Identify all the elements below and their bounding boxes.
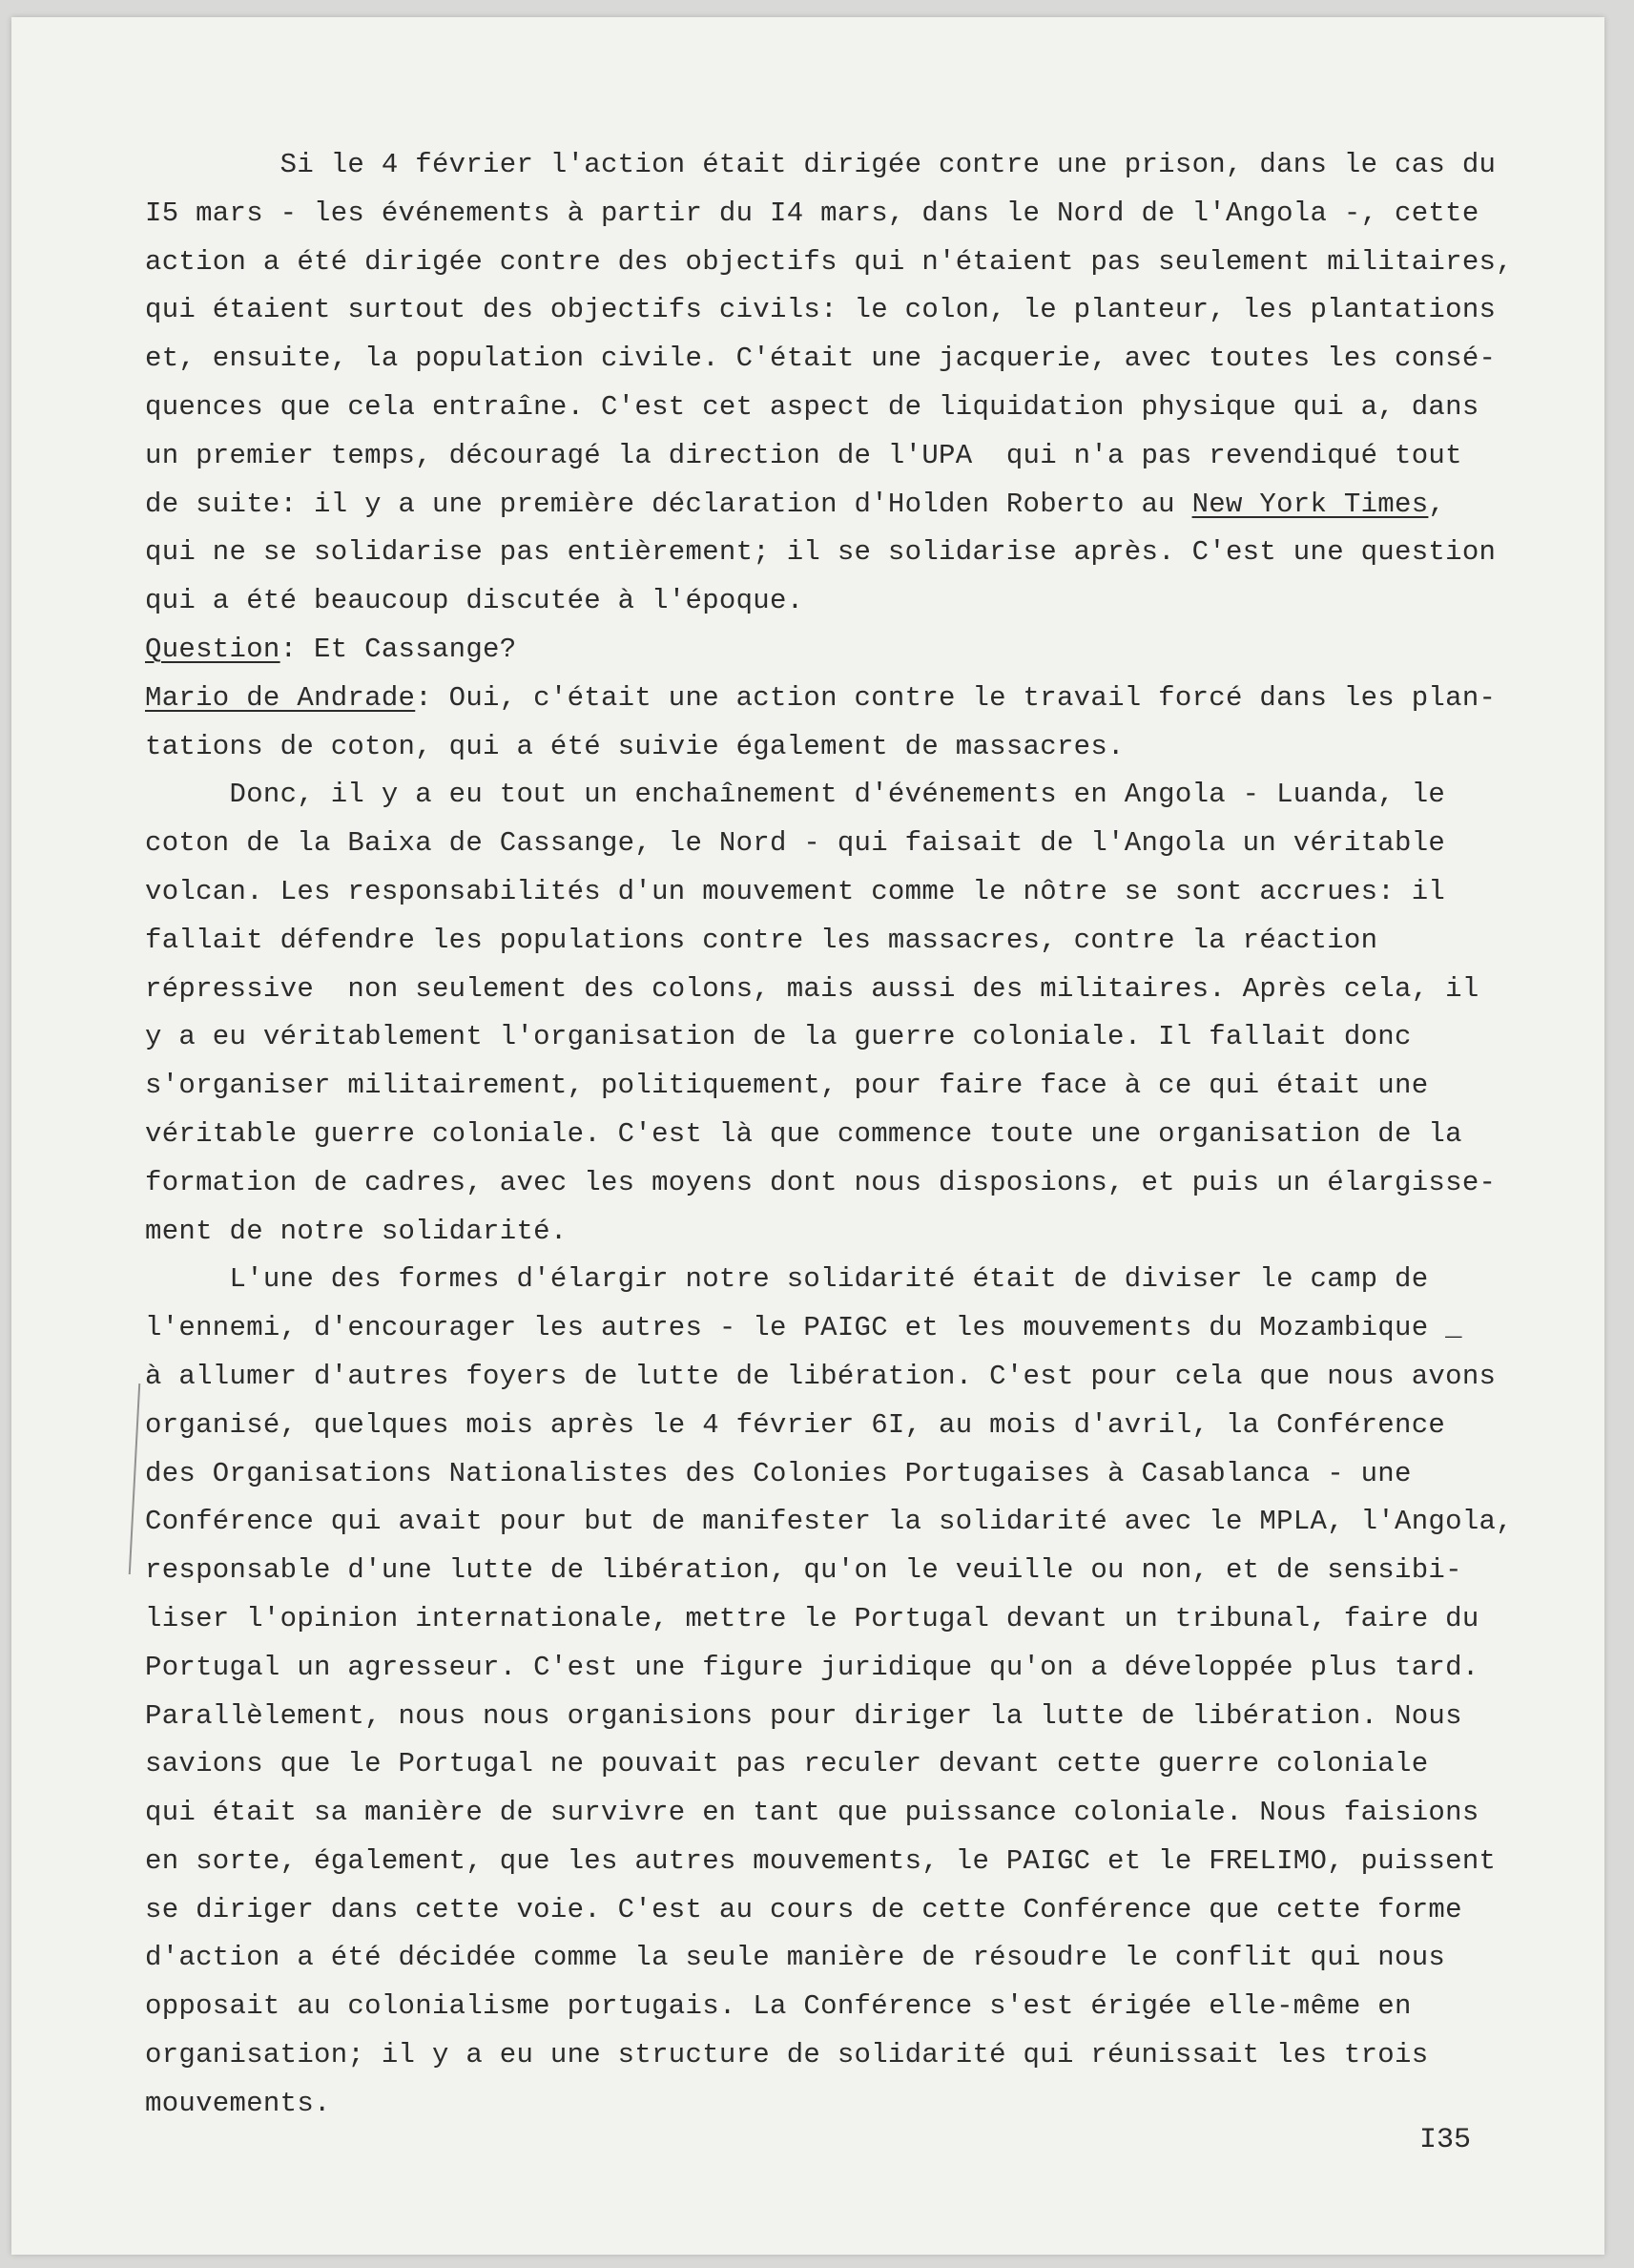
text-line: qui était sa manière de survivre en tant que puissance coloniale. Nous faisions [145, 1797, 1479, 1829]
text-line: répressive non seulement des colons, mais aussi des militaires. Après cela, il [145, 972, 1479, 1005]
underlined-text: Question [145, 633, 280, 665]
text-line: organisé, quelques mois après le 4 février 6I, au mois d'avril, la Conférence [145, 1408, 1446, 1441]
text-line [145, 481, 1528, 530]
text-line: L'une des formes d'élargir notre solidarité était de diviser le camp de [145, 1263, 1429, 1296]
text-line: organisation; il y a eu une structure de solidarité qui réunissait les trois [145, 2039, 1429, 2071]
line-text-before: de suite: il y a une première déclaration d'Holden Roberto au [145, 488, 1192, 520]
margin-pencil-mark [129, 1384, 143, 1574]
text-line: Parallèlement, nous nous organisions pour diriger la lutte de libération. Nous [145, 1699, 1462, 1732]
underlined-text: New York Times [1191, 488, 1429, 520]
text-line: se diriger dans cette voie. C'est au cours de cette Conférence que cette forme [145, 1893, 1462, 1925]
text-line: Donc, il y a eu tout un enchaînement d'événements en Angola - Luanda, le [145, 779, 1446, 811]
line-text-after: : Oui, c'était une action contre le travail forcé dans les plan- [415, 681, 1497, 714]
text-line: et, ensuite, la population civile. C'était une jacquerie, avec toutes les consé- [145, 343, 1497, 375]
text-line [145, 626, 1528, 675]
text-line: tations de coton, qui a été suivie également de massacres. [145, 730, 1125, 762]
text-line: Si le 4 février l'action était dirigée contre une prison, dans le cas du [145, 149, 1497, 180]
line-text-after: : Et Cassange? [279, 633, 517, 665]
text-line: qui a été beaucoup discutée à l'époque. [145, 585, 804, 617]
typed-page [11, 17, 1604, 2255]
text-line: I5 mars - les événements à partir du I4 mars, dans le Nord de l'Angola -, cette [145, 197, 1479, 229]
text-line: responsable d'une lutte de libération, qu'on le veuille ou non, et de sensibi- [145, 1554, 1462, 1587]
text-line: opposait au colonialisme portugais. La Conférence s'est érigée elle-même en [145, 1990, 1412, 2023]
text-line: fallait défendre les populations contre les massacres, contre la réaction [145, 924, 1378, 956]
line-text-after: , [1428, 488, 1446, 520]
body-text [145, 141, 1528, 2129]
text-line: mouvements. [145, 2087, 331, 2119]
text-line: ment de notre solidarité. [145, 1215, 568, 1247]
text-line: l'ennemi, d'encourager les autres - le PAIGC et les mouvements du Mozambique _ [145, 1312, 1462, 1344]
text-line: formation de cadres, avec les moyens dont nous disposions, et puis un élargisse- [145, 1166, 1497, 1198]
text-line: volcan. Les responsabilités d'un mouvement comme le nôtre se sont accrues: il [145, 875, 1446, 907]
text-line: véritable guerre coloniale. C'est là que commence toute une organisation de la [145, 1117, 1462, 1150]
text-line: qui ne se solidarise pas entièrement; il se solidarise après. C'est une question [145, 536, 1497, 569]
page-number: I35 [1419, 2124, 1472, 2156]
text-line: y a eu véritablement l'organisation de la guerre coloniale. Il fallait donc [145, 1021, 1412, 1053]
text-line: qui étaient surtout des objectifs civils: le colon, le planteur, les plantations [145, 294, 1497, 326]
underlined-text: Mario de Andrade [145, 681, 416, 714]
text-line: Portugal un agresseur. C'est une figure juridique qu'on a développée plus tard. [145, 1651, 1479, 1683]
text-line: s'organiser militairement, politiquement, pour faire face à ce qui était une [145, 1070, 1429, 1102]
text-line: un premier temps, découragé la direction de l'UPA qui n'a pas revendiqué tout [145, 439, 1462, 471]
text-line: action a été dirigée contre des objectifs qui n'étaient pas seulement militaires, [145, 245, 1513, 278]
text-line: liser l'opinion internationale, mettre le Portugal devant un tribunal, faire du [145, 1602, 1479, 1634]
text-line: quences que cela entraîne. C'est cet aspect de liquidation physique qui a, dans [145, 390, 1479, 423]
text-line: savions que le Portugal ne pouvait pas reculer devant cette guerre coloniale [145, 1748, 1429, 1780]
text-line: d'action a été décidée comme la seule manière de résoudre le conflit qui nous [145, 1942, 1446, 1974]
text-line: coton de la Baixa de Cassange, le Nord - qui faisait de l'Angola un véritable [145, 827, 1446, 860]
text-line: en sorte, également, que les autres mouvements, le PAIGC et le FRELIMO, puissent [145, 1844, 1497, 1877]
text-line: à allumer d'autres foyers de lutte de libération. C'est pour cela que nous avons [145, 1360, 1497, 1392]
text-line: des Organisations Nationalistes des Colonies Portugaises à Casablanca - une [145, 1457, 1412, 1489]
text-line: Conférence qui avait pour but de manifester la solidarité avec le MPLA, l'Angola, [145, 1506, 1513, 1538]
text-line [145, 675, 1528, 723]
